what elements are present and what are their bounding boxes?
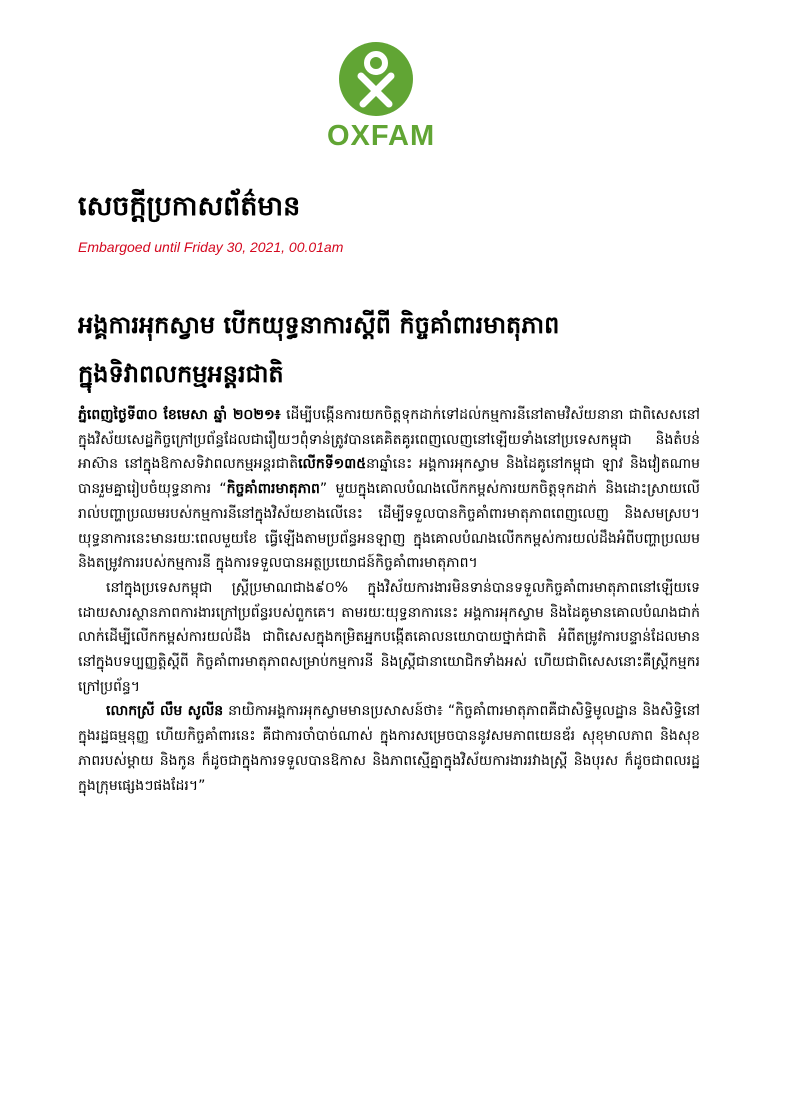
headline-line-1: អង្គការអុកស្វាម បើកយុទ្ធនាការស្តីពី កិច្ចគាំពារមាតុភាព	[78, 311, 560, 339]
paragraph-1-text-a: ដើម្បីបង្កើនការយកចិត្តទុកដាក់ទៅដល់កម្មការនីនៅតាមវិស័យនានា ជាពិសេសនៅក្នុងវិស័យសេដ្ឋកិច្ចក្រៅប្រព័ន្ធដែលជារឿយៗពុំទាន់ត្រូវបានគេគិតគូរពេញលេញនៅឡើយទាំងនៅប្រទេសកម្ពុជា និងតំបន់អាស៊ាន នៅក្នុងឱកាសទិវាពលកម្មអន្តរជាតិ	[78, 407, 700, 473]
paragraph-1-text-b: នាឆ្នាំនេះ អង្គការអុកស្វាម និងដៃគូនៅកម្ពុជា ឡាវ និងវៀតណាម បានរួមគ្នារៀបចំយុទ្ធនាការ “	[78, 456, 700, 498]
anniversary-number: លើកទី១៣៥	[298, 456, 367, 473]
document-title: សេចក្តីប្រកាសព័ត៌មាន	[78, 191, 301, 222]
campaign-name: កិច្ចគាំពារមាតុភាព	[226, 481, 320, 498]
press-release-body	[78, 403, 700, 798]
paragraph-1	[78, 403, 700, 576]
paragraph-1-text-c: ” មួយក្នុងគោលបំណងលើកកម្ពស់ការយកចិត្តទុកដាក់ និងដោះស្រាយលើរាល់បញ្ហាប្រឈមរបស់កម្មការនីនៅក្នុងវិស័យខាងលើនេះ ដើម្បីទទួលបានកិច្ចគាំពារមាតុភាពពេញលេញ និងសមស្រប។ យុទ្ធនាការនេះមានរយៈពេលមួយខែ ធ្វើឡើងតាមប្រព័ន្ធអនឡាញ ក្នុងគោលបំណងលើកកម្ពស់ការយល់ដឹងអំពីបញ្ហាប្រឈម និងតម្រូវការរបស់កម្មការនី ក្នុងការទទួលបានអត្ថប្រយោជន៍កិច្ចគាំពារមាតុភាព។	[78, 481, 700, 572]
embargo-notice: Embargoed until Friday 30, 2021, 00.01am	[78, 239, 344, 255]
dateline: ភ្នំពេញថ្ងៃទី៣០ ខែមេសា ឆ្នាំ ២០២១៖	[78, 407, 281, 423]
headline-line-2: ក្នុងទិវាពលកម្មអន្តរជាតិ	[78, 360, 284, 388]
logo-wordmark: OXFAM	[327, 120, 436, 152]
oxfam-logo	[327, 42, 436, 153]
quote-text: នាយិកាអង្គការអុកស្វាមមានប្រសាសន៍ថា៖ “កិច្ចគាំពារមាតុភាពគឺជាសិទ្ធិមូលដ្ឋាន និងសិទ្ធិនៅក្នុងរដ្ឋធម្មនុញ្ញ ហើយកិច្ចគាំពារនេះ គឺជាការចាំបាច់ណាស់ ក្នុងការសម្រេចបាននូវសមភាពយេនឌ័រ សុខុមាលភាព និងសុខភាពរបស់ម្តាយ និងកូន ក៏ដូចជាក្នុងការទទួលបានឱកាស និងភាពស្មើគ្នាក្នុងវិស័យការងាររវាងស្ត្រី និងបុរស ក៏ដូចជាពលរដ្ឋក្នុងក្រុមផ្សេងៗផងដែរ។”	[78, 703, 700, 794]
speaker-name: លោកស្រី លឹម សូលីន	[106, 703, 224, 720]
paragraph-2: នៅក្នុងប្រទេសកម្ពុជា ស្ត្រីប្រមាណជាង៩០% ក្នុងវិស័យការងារមិនទាន់បានទទួលកិច្ចគាំពារមាតុភាពនៅឡើយទេ ដោយសារស្ថានភាពការងារក្រៅប្រព័ន្ធរបស់ពួកគេ។ តាមរយៈយុទ្ធនាការនេះ អង្គការអុកស្វាម និងដៃគូមានគោលបំណងជាក់លាក់ដើម្បីលើកកម្ពស់ការយល់ដឹង ជាពិសេសក្នុងកម្រិតអ្នកបង្កើតគោលនយោបាយថ្នាក់ជាតិ អំពីតម្រូវការបន្ទាន់ដែលមាននៅក្នុងបទប្បញ្ញត្តិស្តីពី កិច្ចគាំពារមាតុភាពសម្រាប់កម្មការនី និងស្ត្រីជានាយោជិកទាំងអស់ ហើយជាពិសេសនោះគឺស្ត្រីកម្មករក្រៅប្រព័ន្ធ។	[78, 579, 700, 695]
oxfam-emblem-icon	[339, 42, 413, 116]
paragraph-3	[78, 699, 700, 798]
